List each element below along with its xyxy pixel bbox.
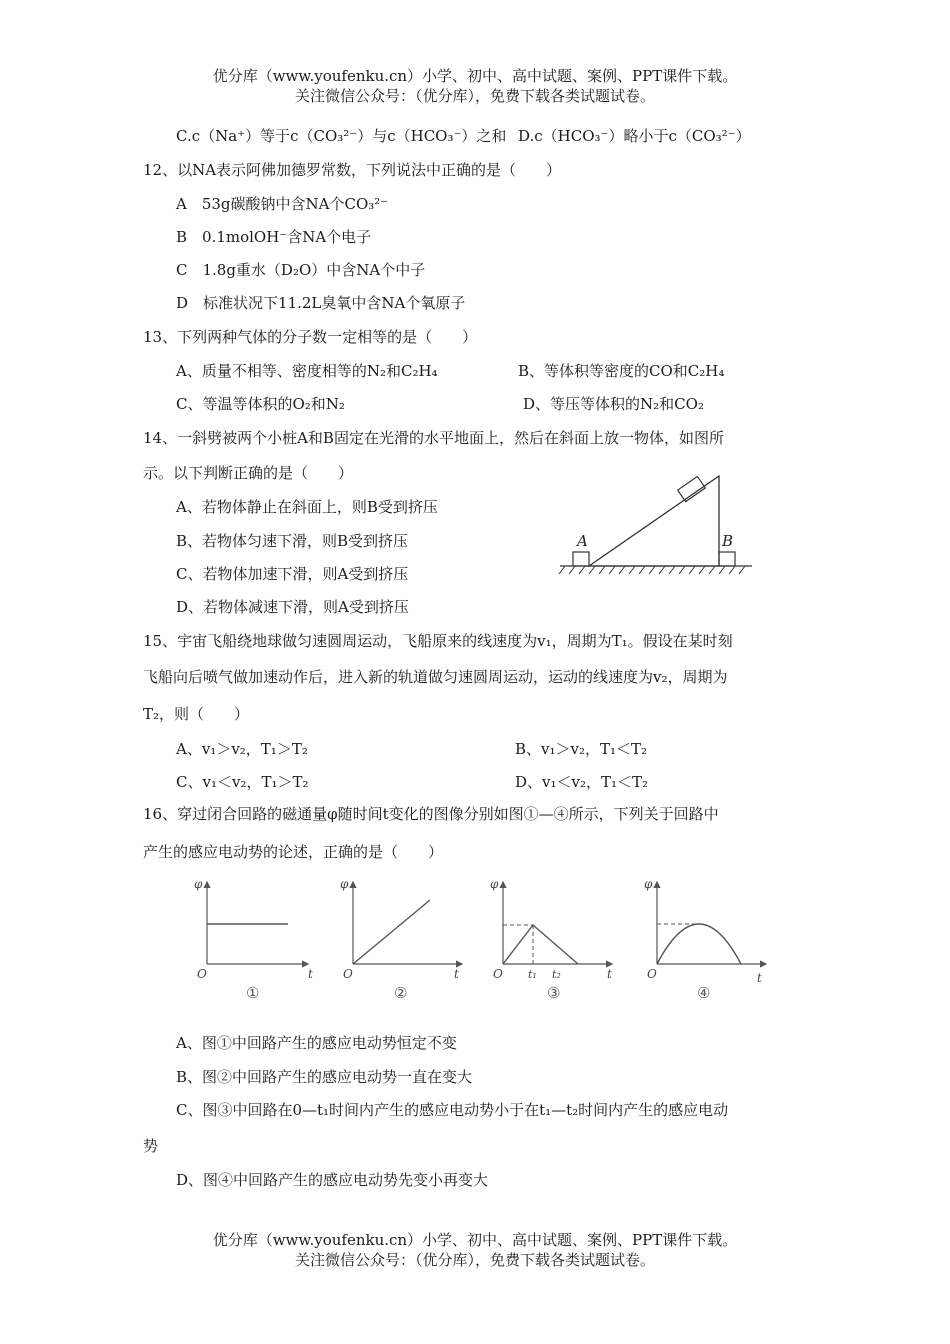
graph-3-x-label: t xyxy=(607,967,612,981)
q14-option-a: A、若物体静止在斜面上，则B受到挤压 xyxy=(176,498,438,516)
graph-3-t2-label: t₂ xyxy=(552,968,561,981)
q13-stem: 13、下列两种气体的分子数一定相等的是（ ） xyxy=(143,328,478,346)
q14-stem-line2: 示。以下判断正确的是（ ） xyxy=(143,464,354,482)
graph-1 xyxy=(194,877,313,1002)
header-line-2: 关注微信公众号：（优分库），免费下载各类试题试卷。 xyxy=(294,87,655,105)
q13-option-b: B、等体积等密度的CO和C₂H₄ xyxy=(518,362,725,380)
graph-3-curve xyxy=(503,925,578,964)
q16-option-c-line1: C、图③中回路在0—t₁时间内产生的感应电动势小于在t₁—t₂时间内产生的感应电动 xyxy=(176,1101,729,1119)
footer-line-2: 关注微信公众号：（优分库），免费下载各类试题试卷。 xyxy=(294,1251,655,1269)
q16-option-d: D、图④中回路产生的感应电动势先变小再变大 xyxy=(176,1171,489,1189)
graph-4-origin: O xyxy=(647,967,657,981)
q12-option-a: A 53g碳酸钠中含NA个CO₃²⁻ xyxy=(176,195,389,213)
graph-2-caption: ② xyxy=(394,984,408,1002)
q13-option-c: C、等温等体积的O₂和N₂ xyxy=(176,395,345,413)
q16-option-a: A、图①中回路产生的感应电动势恒定不变 xyxy=(176,1034,457,1052)
graph-4-curve xyxy=(657,924,741,964)
graph-3-y-label: φ xyxy=(490,877,499,891)
q15-option-a: A、v₁＞v₂，T₁＞T₂ xyxy=(176,740,308,758)
ground-hatching xyxy=(559,566,745,574)
wedge xyxy=(589,476,719,566)
q15-stem-line3: T₂，则（ ） xyxy=(143,705,250,723)
q15-stem-line1: 15、宇宙飞船绕地球做匀速圆周运动，飞船原来的线速度为v₁，周期为T₁。假设在某时刻 xyxy=(143,632,733,650)
q14-option-b: B、若物体匀速下滑，则B受到挤压 xyxy=(176,532,409,550)
q12-option-c: C 1.8g重水（D₂O）中含NA个中子 xyxy=(176,261,426,279)
graph-3 xyxy=(490,877,612,1002)
incline-figure xyxy=(555,470,760,582)
q11-option-d: D.c（HCO₃⁻）略小于c（CO₃²⁻） xyxy=(518,127,751,145)
graph-2-y-label: φ xyxy=(340,877,349,891)
graph-1-y-label: φ xyxy=(194,877,203,891)
q12-stem: 12、以NA表示阿佛加德罗常数，下列说法中正确的是（ ） xyxy=(143,161,562,179)
page-header xyxy=(0,66,950,106)
label-b: B xyxy=(722,532,734,550)
peg-a xyxy=(573,552,589,566)
q15-option-c: C、v₁＜v₂，T₁＞T₂ xyxy=(176,773,309,791)
q14-stem-line1: 14、一斜劈被两个小桩A和B固定在光滑的水平地面上，然后在斜面上放一物体，如图所 xyxy=(143,429,724,447)
q12-option-d: D 标准状况下11.2L臭氧中含NA个氧原子 xyxy=(176,294,466,312)
label-a: A xyxy=(577,532,588,550)
graph-2-curve xyxy=(353,900,430,964)
graph-3-origin: O xyxy=(493,967,503,981)
footer-line-1: 优分库（www.youfenku.cn）小学、初中、高中试题、案例、PPT课件下载。 xyxy=(212,1231,738,1249)
page-footer xyxy=(0,1230,950,1270)
q15-option-d: D、v₁＜v₂，T₁＜T₂ xyxy=(515,773,649,791)
q16-option-c-line2: 势 xyxy=(143,1137,159,1155)
q13-option-d: D、等压等体积的N₂和CO₂ xyxy=(523,395,704,413)
q12-option-b: B 0.1molOH⁻含NA个电子 xyxy=(176,228,372,246)
graph-4-y-label: φ xyxy=(644,877,653,891)
graph-3-t1-label: t₁ xyxy=(528,968,537,981)
q14-option-d: D、若物体减速下滑，则A受到挤压 xyxy=(176,598,409,616)
q16-stem-line1: 16、穿过闭合回路的磁通量φ随时间t变化的图像分别如图①—④所示，下列关于回路中 xyxy=(143,805,719,823)
q11-option-c: C.c（Na⁺）等于c（CO₃²⁻）与c（HCO₃⁻）之和 xyxy=(176,127,507,145)
graph-3-caption: ③ xyxy=(547,984,561,1002)
q15-stem-line2: 飞船向后喷气做加速动作后，进入新的轨道做匀速圆周运动，运动的线速度为v₂，周期为 xyxy=(143,668,728,686)
q14-option-c: C、若物体加速下滑，则A受到挤压 xyxy=(176,565,409,583)
graph-4-caption: ④ xyxy=(697,984,711,1002)
graph-2-origin: O xyxy=(343,967,353,981)
header-line-1: 优分库（www.youfenku.cn）小学、初中、高中试题、案例、PPT课件下载。 xyxy=(212,67,738,85)
q16-option-b: B、图②中回路产生的感应电动势一直在变大 xyxy=(176,1068,473,1086)
graph-1-caption: ① xyxy=(246,984,260,1002)
graph-1-x-label: t xyxy=(308,967,313,981)
graph-2 xyxy=(340,877,462,1002)
flux-graphs xyxy=(180,872,780,1002)
graph-4 xyxy=(644,877,766,1002)
q15-option-b: B、v₁＞v₂，T₁＜T₂ xyxy=(515,740,648,758)
q16-stem-line2: 产生的感应电动势的论述，正确的是（ ） xyxy=(143,843,444,861)
q13-option-a: A、质量不相等、密度相等的N₂和C₂H₄ xyxy=(176,362,438,380)
graph-4-x-label: t xyxy=(757,971,762,985)
graph-1-origin: O xyxy=(197,967,207,981)
graph-2-x-label: t xyxy=(454,967,459,981)
peg-b xyxy=(719,552,735,566)
